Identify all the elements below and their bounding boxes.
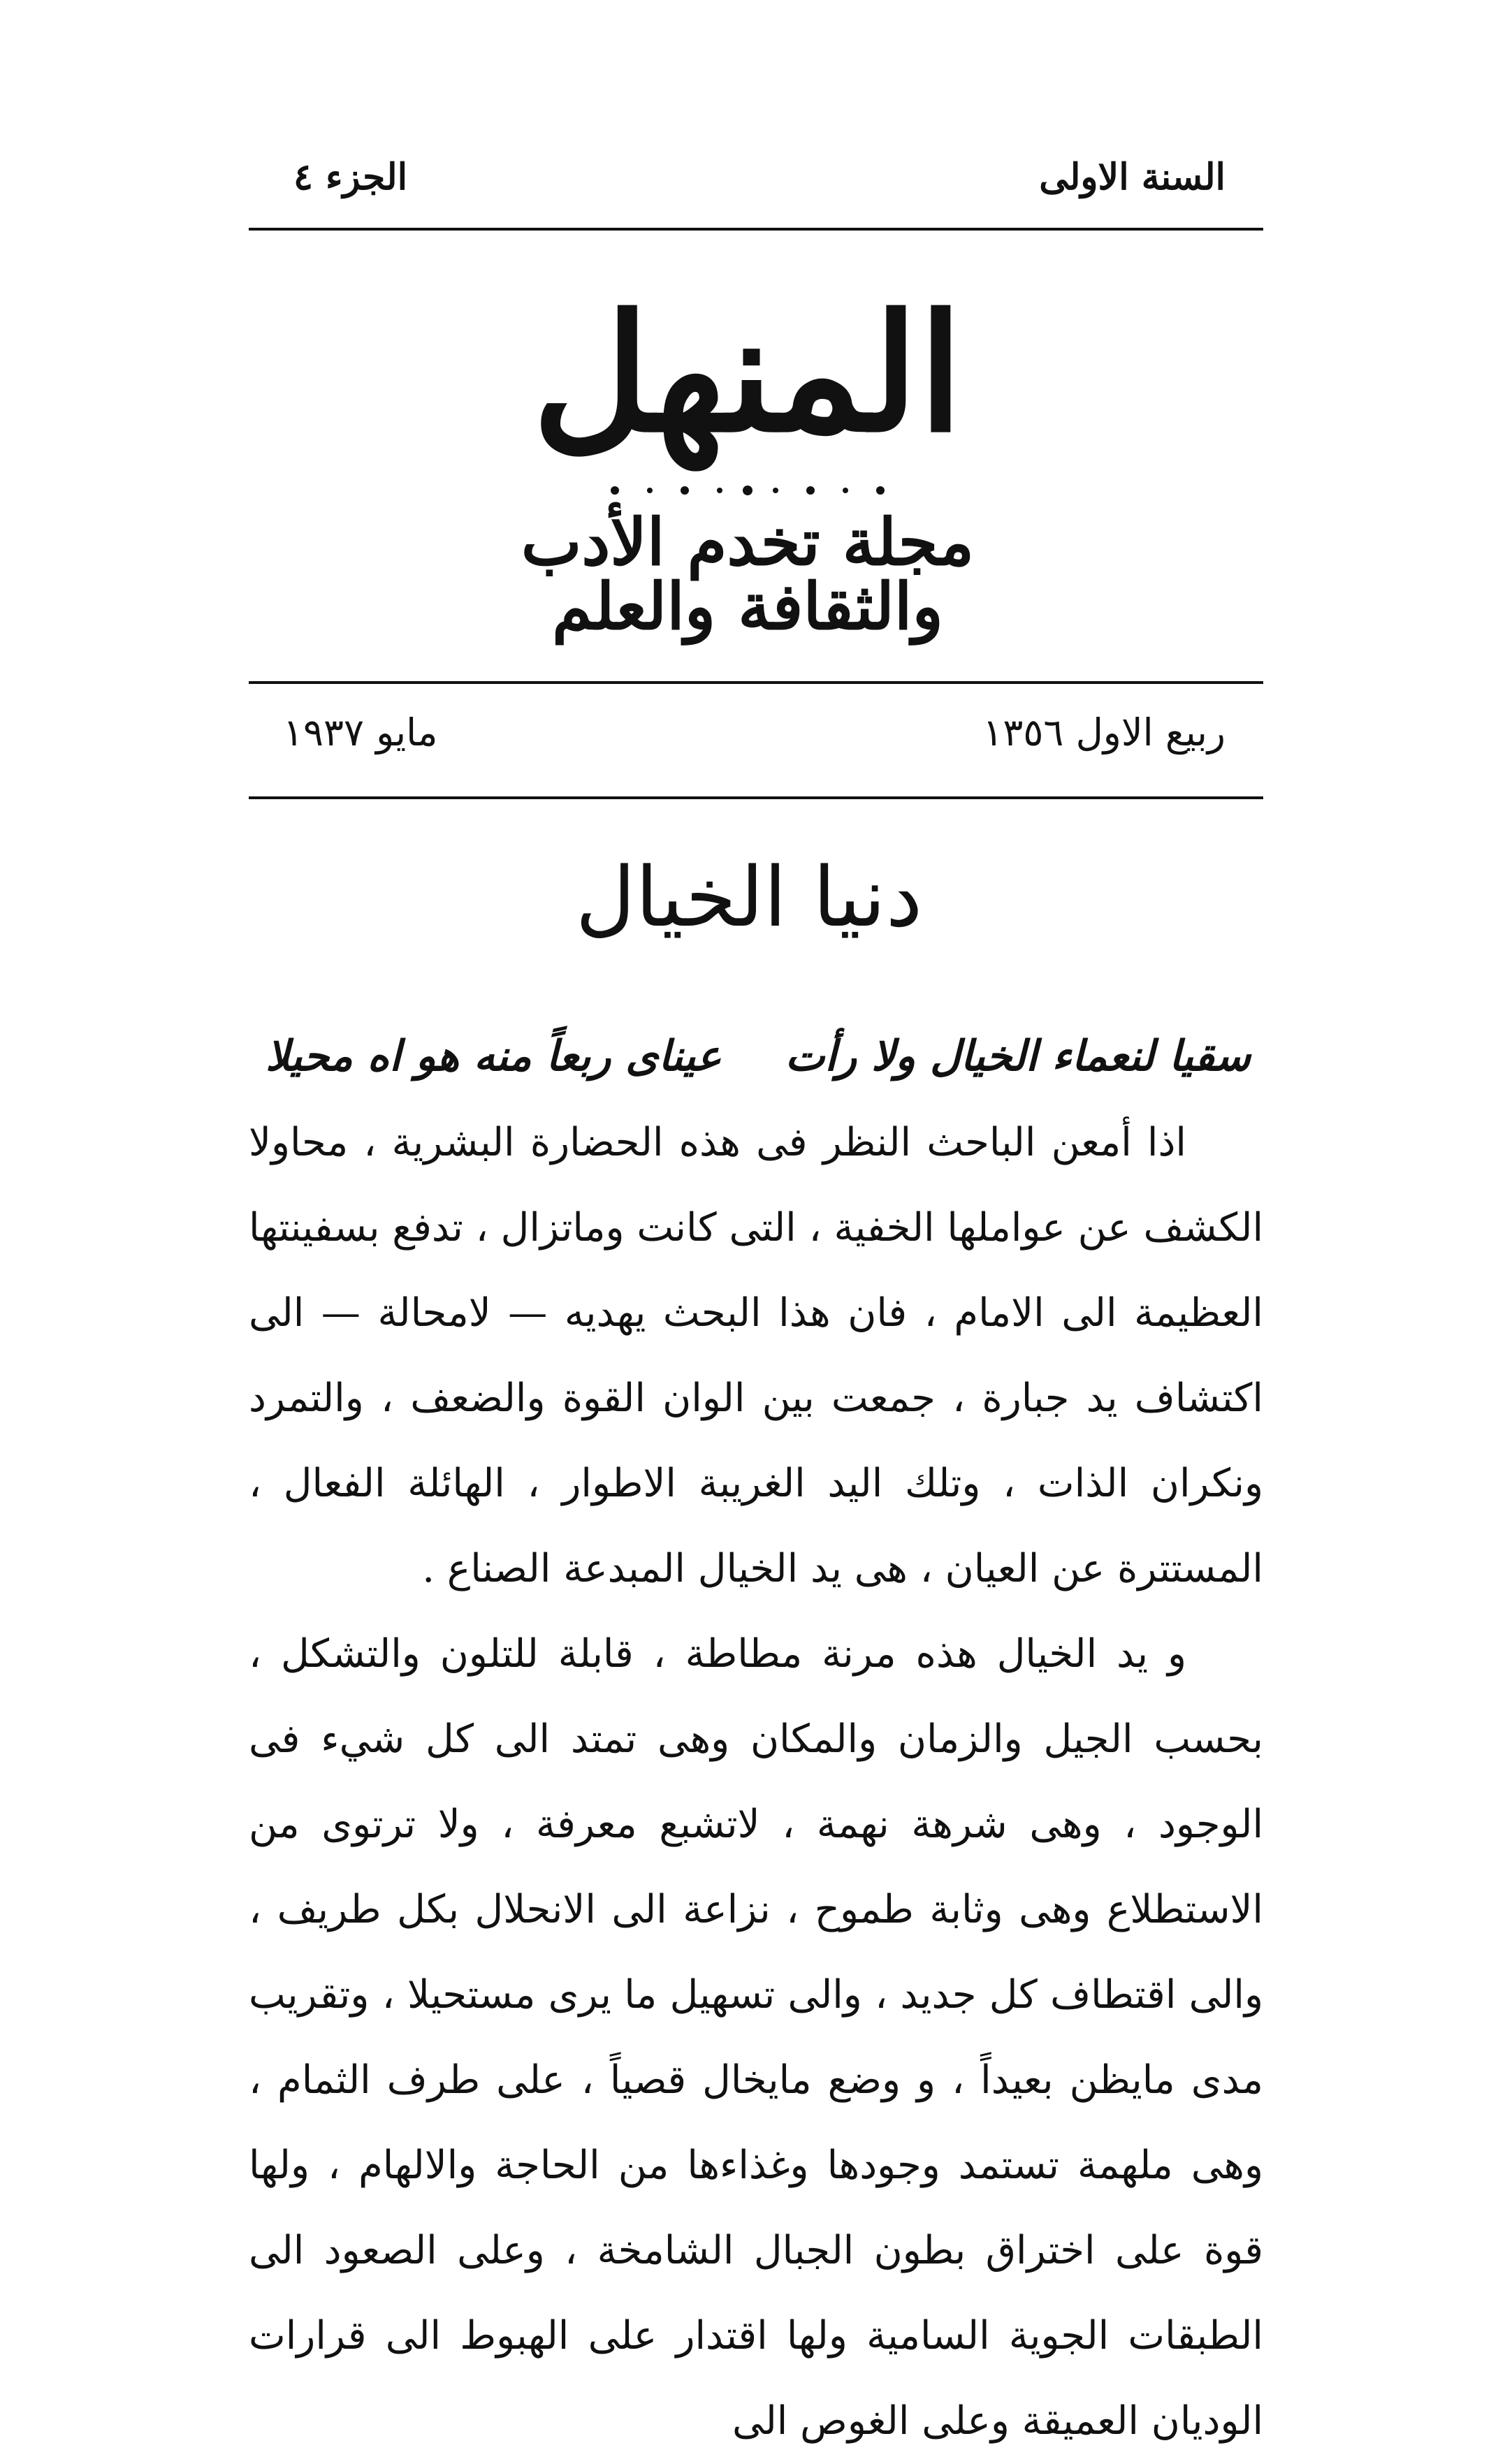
year-label: السنة الاولى [1039,156,1226,198]
magazine-subtitle: مجلة تخدم الأدب والثقافة والعلم [521,504,975,644]
ornament-icon [601,483,894,497]
paragraph-2: و يد الخيال هذه مرنة مطاطة ، قابلة للتلون والتشكل ، بحسب الجيل والزمان والمكان وهى تمتد الى كل شيء فى الوجود ، وهى شرهة نهمة ، لاتشبع معرفة ، ولا ترتوى من الاستطلاع وهى وثابة طموح ، نزاعة الى الانحلال بكل طريف ، والى اقتطاف كل جديد ، والى تسهيل ما يرى مستحيلا ، وتقريب مدى مايظن بعيداً ، و وضع مايخال قصياً ، على طرف الثمام ، وهى ملهمة تستمد وجودها وغذاءها من الحاجة والالهام ، ولها قوة على اختراق بطون الجبال الشامخة ، وعلى الصعود الى الطبقات الجوية السامية ولها اقتدار على الهبوط الى قرارات الوديان العميقة وعلى الغوص الى [249,1631,1263,2444]
paragraph-1: اذا أمعن الباحث النظر فى هذه الحضارة البشرية ، محاولا الكشف عن عواملها الخفية ، التى كانت وماتزال ، تدفع بسفينتها العظيمة الى الامام ، فان هذا البحث يهديه — لامحالة — الى اكتشاف يد جبارة ، جمعت بين الوان القوة والضعف ، والتمرد ونكران الذات ، وتلك اليد الغريبة الاطوار ، الهائلة الفعال ، المستترة عن العيان ، هى يد الخيال المبدعة الصناع . [249,1120,1263,1591]
magazine-title: المنهل [532,279,963,468]
verse-second-hemistich: عيناى ربعاً منه هو اه محيلا [266,1032,722,1081]
verse-first-hemistich: سقيا لنعماء الخيال ولا رأت [785,1032,1251,1081]
hijri-date: ربيع الاول ١٣٥٦ [982,710,1226,754]
masthead-divider [249,681,1263,684]
gregorian-date: مايو ١٩٣٧ [283,710,438,754]
top-divider [249,228,1263,231]
part-label: الجزء ٤ [293,156,408,198]
opening-verse [266,1021,1251,1091]
date-divider [249,796,1263,799]
article-body [249,1100,1263,2464]
article-title: دنيا الخيال [575,849,923,945]
